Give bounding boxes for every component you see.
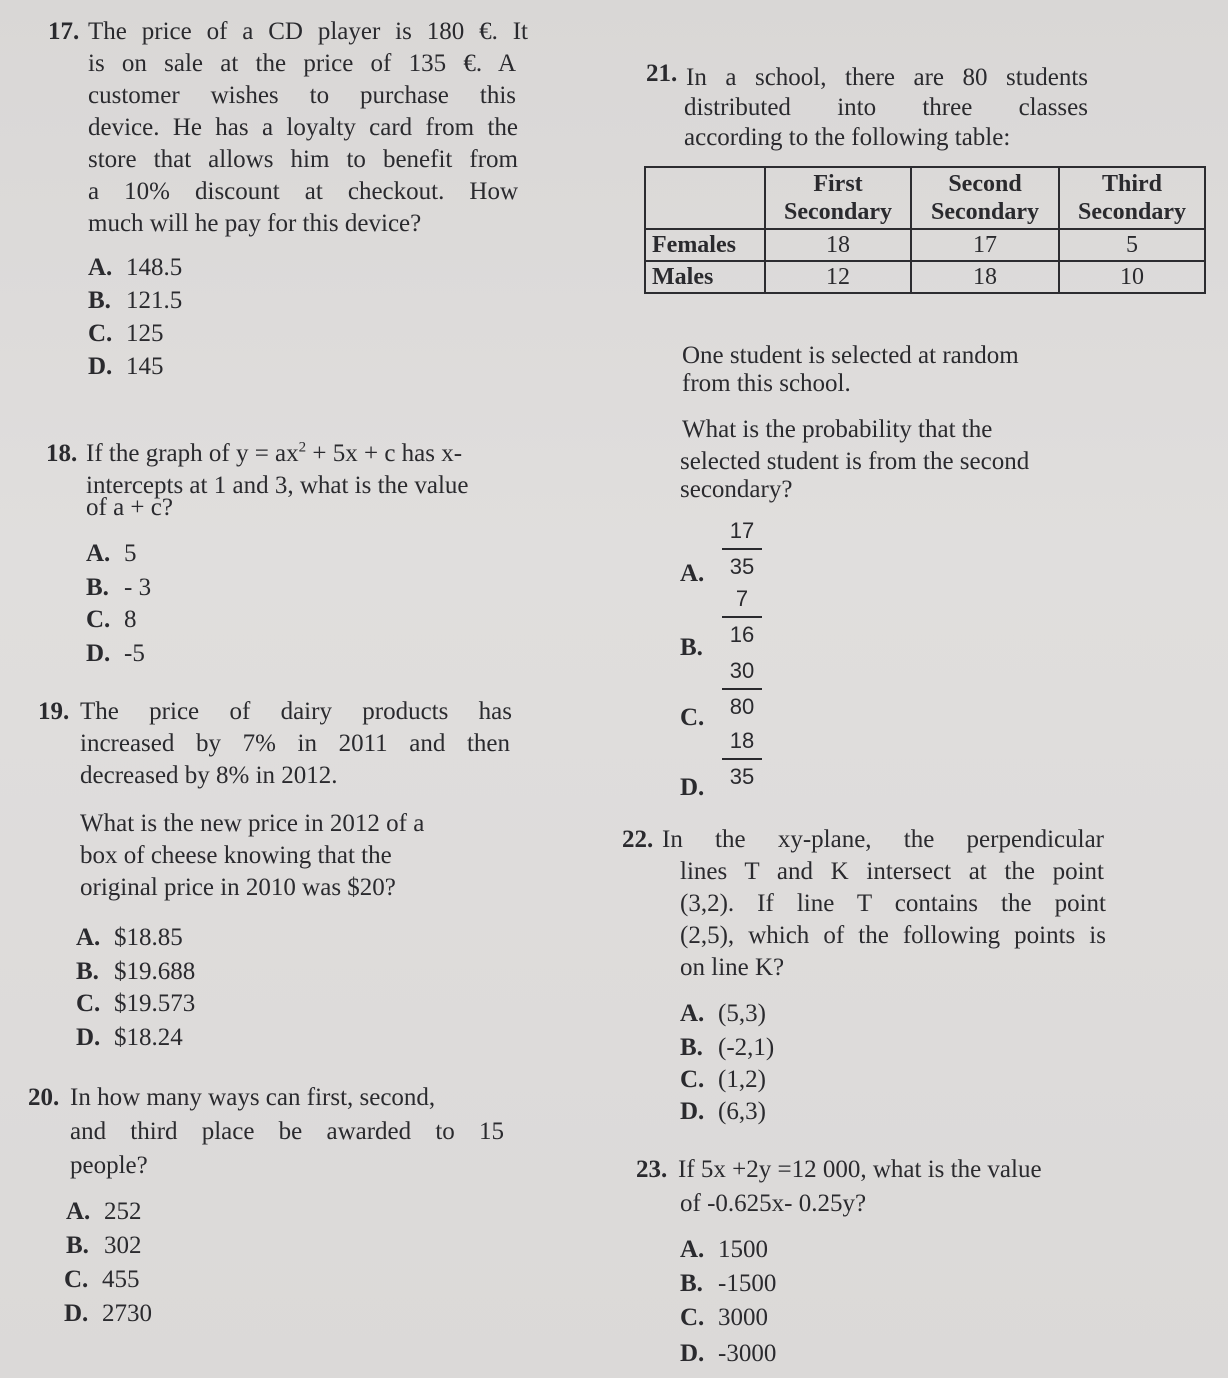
table-corner-cell	[645, 167, 765, 229]
option-b[interactable]	[680, 1268, 776, 1300]
option-a[interactable]	[66, 1196, 142, 1228]
option-text: 125	[126, 320, 164, 347]
option-text: (1,2)	[718, 1066, 766, 1093]
question-text-line: secondary?	[680, 476, 793, 503]
denominator: 35	[729, 554, 755, 579]
question-text-line: selected student is from the second	[680, 448, 1030, 475]
option-text: 1500	[718, 1236, 768, 1263]
question-text-line: If 5x +2y =12 000, what is the value	[678, 1156, 1042, 1183]
option-letter: B.	[680, 634, 703, 661]
option-letter: A.	[680, 1236, 705, 1263]
option-letter: C.	[680, 1304, 705, 1331]
option-letter: A.	[86, 540, 111, 567]
option-c[interactable]	[680, 1064, 766, 1096]
table-cell: 17	[911, 229, 1059, 261]
table-row	[645, 261, 1205, 293]
option-letter: B.	[680, 1034, 703, 1061]
option-text: 121.5	[126, 287, 183, 314]
option-b[interactable]	[76, 956, 195, 988]
option-d[interactable]	[680, 1096, 766, 1128]
header-line: First	[813, 171, 863, 197]
option-letter: D.	[88, 353, 113, 380]
fraction	[722, 726, 762, 792]
option-b[interactable]	[680, 1032, 774, 1064]
option-letter: A.	[680, 1000, 705, 1027]
option-text: 455	[102, 1266, 140, 1293]
option-b[interactable]	[86, 572, 151, 604]
option-text: $19.573	[114, 990, 196, 1017]
table-row	[645, 229, 1205, 261]
option-text: 5	[124, 540, 137, 567]
option-d[interactable]	[680, 1338, 776, 1370]
denominator: 35	[729, 764, 755, 789]
header-line: Second	[948, 171, 1022, 197]
fraction	[722, 584, 762, 650]
numerator: 17	[729, 518, 755, 543]
option-d[interactable]	[76, 1022, 183, 1054]
option-text: 2730	[102, 1300, 152, 1327]
question-text-line: The price of dairy products has	[80, 698, 512, 725]
option-text: (-2,1)	[718, 1034, 775, 1061]
question-text-line: lines T and K intersect at the point	[680, 858, 1104, 885]
option-letter: A.	[66, 1198, 91, 1225]
question-text-line: of -0.625x- 0.25y?	[680, 1190, 867, 1217]
question-text-line: What is the new price in 2012 of a	[80, 810, 425, 837]
option-letter: C.	[88, 320, 113, 347]
option-letter: B.	[88, 287, 111, 314]
option-letter: C.	[680, 704, 705, 731]
option-text: (6,3)	[718, 1098, 766, 1125]
question-number: 23.	[636, 1156, 668, 1183]
question-text-line: a 10% discount at checkout. How	[88, 178, 518, 205]
option-text: -1500	[718, 1270, 777, 1297]
option-text: 252	[104, 1198, 142, 1225]
question-text-line: device. He has a loyalty card from the	[88, 114, 518, 141]
option-letter: D.	[86, 640, 111, 667]
exponent: 2	[298, 439, 307, 456]
table-cell: 10	[1059, 261, 1205, 293]
question-text-line: intercepts at 1 and 3, what is the value	[86, 472, 469, 499]
option-text: 302	[104, 1232, 142, 1259]
numerator: 30	[729, 658, 755, 683]
question-text-line: One student is selected at random	[682, 342, 1019, 369]
question-text-line: of a + c?	[86, 494, 173, 521]
option-letter: D.	[680, 1340, 705, 1367]
option-text: 3000	[718, 1304, 768, 1331]
option-a[interactable]	[88, 252, 182, 284]
denominator: 80	[729, 694, 755, 719]
option-c[interactable]	[64, 1264, 140, 1296]
table-cell: 18	[911, 261, 1059, 293]
question-text-line: customer wishes to purchase this	[88, 82, 516, 109]
question-number: 17.	[48, 18, 80, 45]
question-text-line: In a school, there are 80 students	[686, 64, 1088, 91]
question-number: 18.	[46, 440, 78, 467]
option-text: 148.5	[126, 254, 183, 281]
option-c[interactable]	[88, 318, 164, 350]
table-cell: 5	[1059, 229, 1205, 261]
table-header-cell	[911, 167, 1059, 229]
question-text-line: (2,5), which of the following points is	[680, 922, 1106, 949]
equation-text: + 5x + c has x-	[306, 440, 463, 467]
option-letter: C.	[76, 990, 101, 1017]
row-label: Females	[645, 229, 765, 261]
option-letter: B.	[86, 574, 109, 601]
fraction-bar	[722, 688, 762, 690]
question-text-line: people?	[70, 1152, 148, 1179]
option-text: 145	[126, 353, 164, 380]
option-a[interactable]	[680, 1234, 768, 1266]
question-text-line: is on sale at the price of 135 €. A	[88, 50, 516, 77]
option-letter: C.	[64, 1266, 89, 1293]
table-header-cell	[765, 167, 911, 229]
option-a[interactable]	[76, 922, 183, 954]
question-text-line: In the xy-plane, the perpendicular	[662, 826, 1104, 853]
question-text-line: from this school.	[682, 370, 851, 397]
question-text-line: The price of a CD player is 180 €. It	[88, 18, 528, 45]
option-letter: B.	[680, 1270, 703, 1297]
table-cell: 18	[765, 229, 911, 261]
question-text-line: on line K?	[680, 954, 785, 981]
question-text-line: In how many ways can first, second,	[70, 1084, 436, 1111]
header-line: Secondary	[784, 199, 892, 225]
question-text-line: increased by 7% in 2011 and then	[80, 730, 510, 757]
option-letter: A.	[88, 254, 113, 281]
question-text-line: original price in 2010 was $20?	[80, 874, 396, 901]
option-letter: C.	[86, 606, 111, 633]
option-letter: B.	[66, 1232, 89, 1259]
option-text: $18.24	[114, 1024, 183, 1051]
option-letter: D.	[680, 774, 705, 801]
option-letter: C.	[680, 1066, 705, 1093]
option-text: $18.85	[114, 924, 183, 951]
fraction-bar	[722, 758, 762, 760]
numerator: 7	[735, 586, 749, 611]
option-d[interactable]	[86, 638, 145, 670]
option-text: (5,3)	[718, 1000, 766, 1027]
denominator: 16	[729, 622, 755, 647]
option-b[interactable]	[66, 1230, 142, 1262]
option-d[interactable]	[64, 1298, 152, 1330]
option-b[interactable]	[88, 285, 182, 317]
option-a[interactable]	[680, 998, 766, 1030]
question-number: 19.	[38, 698, 70, 725]
option-c[interactable]	[76, 988, 195, 1020]
question-text-line: and third place be awarded to 15	[70, 1118, 504, 1145]
option-letter: D.	[76, 1024, 101, 1051]
option-text: -3000	[718, 1340, 777, 1367]
question-text-line: (3,2). If line T contains the point	[680, 890, 1106, 917]
fraction-bar	[722, 548, 762, 550]
question-text-line	[86, 438, 462, 470]
fraction	[722, 516, 762, 582]
question-text-line: store that allows him to benefit from	[88, 146, 518, 173]
students-distribution-table	[644, 166, 1206, 294]
option-c[interactable]	[86, 604, 137, 636]
question-text-line: distributed into three classes	[684, 94, 1088, 121]
row-label: Males	[645, 261, 765, 293]
question-text-line: What is the probability that the	[682, 416, 993, 443]
option-letter: A.	[76, 924, 101, 951]
option-letter: D.	[680, 1098, 705, 1125]
table-cell: 12	[765, 261, 911, 293]
equation-text: If the graph of y = ax	[86, 440, 299, 467]
header-line: Secondary	[931, 199, 1039, 225]
question-text-line: according to the following table:	[684, 124, 1011, 151]
fraction-bar	[722, 616, 762, 618]
option-c[interactable]	[680, 1302, 768, 1334]
table-header-row	[645, 167, 1205, 229]
option-text: -5	[124, 640, 145, 667]
question-text-line: decreased by 8% in 2012.	[80, 762, 338, 789]
question-text-line: much will he pay for this device?	[88, 210, 422, 237]
option-letter: D.	[64, 1300, 89, 1327]
option-text: - 3	[124, 574, 152, 601]
question-number: 22.	[622, 826, 654, 853]
option-text: 8	[124, 606, 137, 633]
option-letter: A.	[680, 560, 705, 587]
question-number: 21.	[646, 60, 678, 87]
header-line: Third	[1101, 171, 1163, 197]
question-text-line: box of cheese knowing that the	[80, 842, 392, 869]
option-d[interactable]	[88, 351, 164, 383]
option-letter: B.	[76, 958, 99, 985]
header-line: Secondary	[1078, 199, 1186, 225]
question-number: 20.	[28, 1084, 60, 1111]
option-a[interactable]	[86, 538, 137, 570]
option-text: $19.688	[114, 958, 196, 985]
fraction	[722, 656, 762, 722]
table-header-cell	[1059, 167, 1205, 229]
numerator: 18	[729, 728, 755, 753]
